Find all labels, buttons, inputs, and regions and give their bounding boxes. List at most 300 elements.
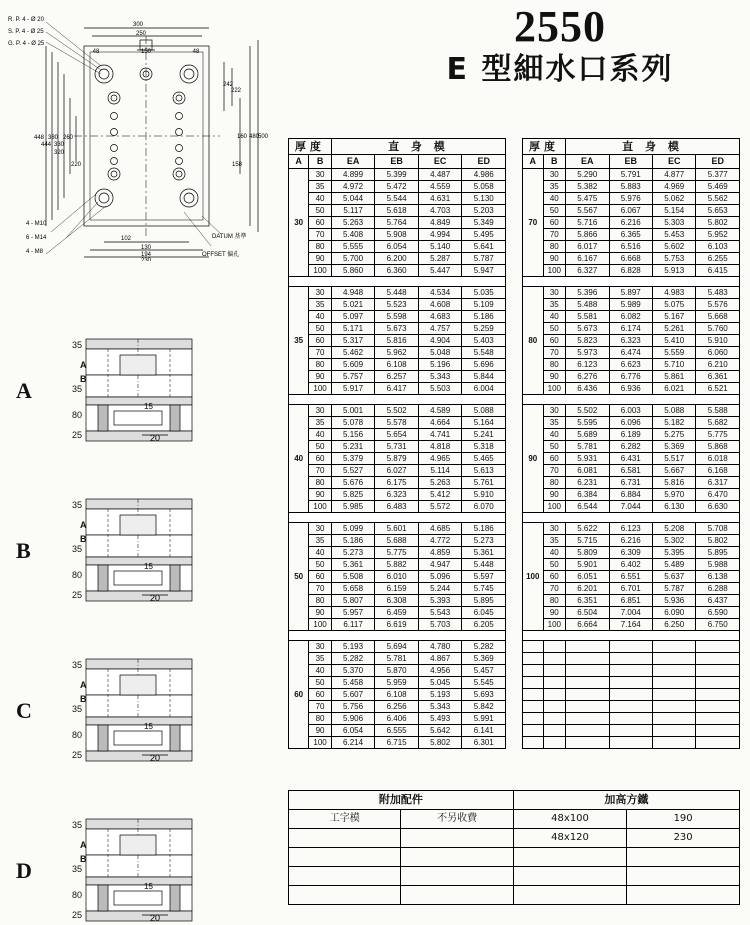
- cell-b: 50: [309, 323, 331, 335]
- svg-text:48: 48: [192, 49, 200, 55]
- table-row: [523, 169, 740, 181]
- table-row: [523, 205, 740, 217]
- cell-ea: 6.231: [566, 477, 609, 489]
- cell-eb: 5.883: [609, 181, 652, 193]
- cell-ea: 6.436: [566, 383, 609, 395]
- cell-ec: 6.090: [653, 607, 696, 619]
- cell-b: 100: [543, 383, 565, 395]
- model-number: 2550: [514, 2, 606, 51]
- cell-ec: 5.787: [653, 583, 696, 595]
- table-row: [523, 323, 740, 335]
- table-row: [289, 299, 506, 311]
- cell-ed: 5.641: [462, 241, 506, 253]
- cell-ec: 5.182: [653, 417, 696, 429]
- cell-ea: 5.825: [331, 489, 375, 501]
- table-row: [289, 465, 506, 477]
- cell-eb: 6.067: [609, 205, 652, 217]
- cell-ea: 6.664: [566, 619, 609, 631]
- dim-c-6: 25: [71, 750, 82, 760]
- dim-c-5: 80: [71, 730, 82, 740]
- cell-ec: 5.913: [653, 265, 696, 277]
- header-thickness: 厚度: [523, 139, 566, 155]
- cell-eb: 6.619: [375, 619, 419, 631]
- cell-ec: 5.088: [653, 405, 696, 417]
- cell-ed: 5.088: [462, 405, 506, 417]
- header-col-ea: EA: [331, 155, 375, 169]
- cell-b: 35: [543, 181, 565, 193]
- svg-text:250: 250: [135, 31, 147, 37]
- cell-ec: 5.045: [418, 677, 462, 689]
- cell-ea: 5.901: [566, 559, 609, 571]
- cell-b: 70: [543, 347, 565, 359]
- cell-b: 90: [309, 371, 331, 383]
- cell-ec: 5.447: [418, 265, 462, 277]
- cell-ed: 6.470: [696, 489, 740, 501]
- cell-b: 50: [309, 441, 331, 453]
- group-a-value: 90: [523, 405, 544, 513]
- cell-ed: 5.469: [696, 181, 740, 193]
- cell-ec: 5.369: [653, 441, 696, 453]
- svg-text:220: 220: [70, 162, 82, 168]
- group-separator: [289, 395, 506, 405]
- cell-ed: 5.545: [462, 677, 506, 689]
- accessory-cell-size: [513, 848, 626, 867]
- cell-ed: 5.597: [462, 571, 506, 583]
- cell-ed: 4.986: [462, 169, 506, 181]
- cell-ea: 5.117: [331, 205, 375, 217]
- header-col-ec: EC: [653, 155, 696, 169]
- table-row: [523, 477, 740, 489]
- cell-ed: 6.750: [696, 619, 740, 631]
- header-col-b: B: [309, 155, 331, 169]
- cell-ed: 5.696: [462, 359, 506, 371]
- cell-b: 40: [309, 665, 331, 677]
- cell-ea: 5.097: [331, 311, 375, 323]
- cell-ed: 5.787: [462, 253, 506, 265]
- dim-d-1: 35: [71, 820, 82, 830]
- table-head-row-2: [289, 155, 506, 169]
- cell-b: 40: [309, 193, 331, 205]
- cell-ec: 5.642: [418, 725, 462, 737]
- cell-b: 40: [309, 429, 331, 441]
- cell-b: 50: [543, 559, 565, 571]
- cell-ec: 5.453: [653, 229, 696, 241]
- cell-ed: 5.910: [462, 489, 506, 501]
- cell-b: 60: [309, 217, 331, 229]
- cell-eb: 7.004: [609, 607, 652, 619]
- cell-ed: 5.457: [462, 665, 506, 677]
- group-a-value: 35: [289, 287, 309, 395]
- table-row: [523, 441, 740, 453]
- table-row: [523, 571, 740, 583]
- cell-ec: 4.994: [418, 229, 462, 241]
- elevation-label-a: A: [16, 378, 32, 403]
- cell-b: 50: [543, 323, 565, 335]
- cell-ed: 5.988: [696, 559, 740, 571]
- cell-ed: 5.668: [696, 311, 740, 323]
- cell-b: 30: [309, 523, 331, 535]
- series-name: E 型細水口系列: [446, 52, 674, 87]
- cell-ec: 5.559: [653, 347, 696, 359]
- cell-ea: 6.214: [331, 737, 375, 749]
- svg-text:330: 330: [53, 142, 65, 148]
- cell-ec: 5.753: [653, 253, 696, 265]
- cell-eb: 6.668: [609, 253, 652, 265]
- cell-ea: 5.156: [331, 429, 375, 441]
- cell-eb: 5.816: [375, 335, 419, 347]
- dim-a-6: 25: [71, 430, 82, 440]
- accessory-cell-size: 48x100: [513, 810, 626, 829]
- cell-eb: 6.516: [609, 241, 652, 253]
- cell-eb: 5.976: [609, 193, 652, 205]
- table-head-row-2: [523, 155, 740, 169]
- cell-ec: 5.410: [653, 335, 696, 347]
- cell-eb: 6.256: [375, 701, 419, 713]
- table-row: [289, 701, 506, 713]
- cell-ea: 5.396: [566, 287, 609, 299]
- cell-ea: 5.673: [566, 323, 609, 335]
- cell-b: 60: [543, 453, 565, 465]
- cell-eb: 5.897: [609, 287, 652, 299]
- cell-eb: 6.936: [609, 383, 652, 395]
- svg-text:158: 158: [231, 162, 243, 168]
- svg-text:242: 242: [222, 82, 234, 88]
- table-row: [523, 311, 740, 323]
- cell-ec: 5.096: [418, 571, 462, 583]
- svg-text:15: 15: [144, 882, 153, 891]
- cell-ec: 5.703: [418, 619, 462, 631]
- cell-ec: 4.877: [653, 169, 696, 181]
- svg-text:130: 130: [140, 245, 152, 251]
- accessory-cell-name: 工字模: [289, 810, 401, 829]
- cell-ed: 5.802: [696, 217, 740, 229]
- table-row: [289, 253, 506, 265]
- cell-ec: 5.275: [653, 429, 696, 441]
- cell-ea: 6.167: [566, 253, 609, 265]
- cell-ec: 4.772: [418, 535, 462, 547]
- cell-b: 35: [309, 299, 331, 311]
- cell-ea: 5.502: [566, 405, 609, 417]
- header-col-eb: EB: [375, 155, 419, 169]
- cell-ea: 5.931: [566, 453, 609, 465]
- cell-eb: 6.309: [609, 547, 652, 559]
- cell-ec: 5.167: [653, 311, 696, 323]
- accessory-cell-size: [513, 886, 626, 905]
- cell-ea: 5.917: [331, 383, 375, 395]
- cell-ec: 4.683: [418, 311, 462, 323]
- dim-c-4: 35: [71, 704, 82, 714]
- accessory-row: [289, 829, 740, 848]
- cell-eb: 6.257: [375, 371, 419, 383]
- cell-b: 90: [309, 607, 331, 619]
- header-col-ec: EC: [418, 155, 462, 169]
- cell-ea: 5.866: [566, 229, 609, 241]
- cell-eb: 6.123: [609, 523, 652, 535]
- cell-ec: 5.503: [418, 383, 462, 395]
- table-row: [523, 229, 740, 241]
- cell-b: 80: [309, 241, 331, 253]
- cell-eb: 5.544: [375, 193, 419, 205]
- cell-ea: 6.504: [566, 607, 609, 619]
- cell-b: 90: [543, 489, 565, 501]
- cell-ec: 4.818: [418, 441, 462, 453]
- cell-eb: 5.688: [375, 535, 419, 547]
- cell-ed: 6.060: [696, 347, 740, 359]
- table-row: [523, 619, 740, 631]
- table-row: [289, 169, 506, 181]
- group-a-value: 40: [289, 405, 309, 513]
- table-row: [523, 453, 740, 465]
- cell-ea: 5.985: [331, 501, 375, 513]
- cell-ed: 5.760: [696, 323, 740, 335]
- table-row: [523, 265, 740, 277]
- cell-b: 35: [543, 417, 565, 429]
- cell-ed: 6.205: [462, 619, 506, 631]
- cell-b: 30: [309, 641, 331, 653]
- cell-ea: 5.475: [566, 193, 609, 205]
- svg-text:G. P. 4 - Ø 25: G. P. 4 - Ø 25: [8, 41, 45, 47]
- cell-b: 80: [543, 477, 565, 489]
- cell-ed: 5.588: [696, 405, 740, 417]
- cell-ea: 5.757: [331, 371, 375, 383]
- accessory-row: [289, 810, 740, 829]
- cell-b: 50: [543, 441, 565, 453]
- svg-text:160: 160: [236, 134, 248, 140]
- cell-ea: 5.716: [566, 217, 609, 229]
- cell-eb: 5.598: [375, 311, 419, 323]
- group-separator: [523, 513, 740, 523]
- accessory-header-left: 附加配件: [289, 791, 514, 810]
- cell-ec: 4.947: [418, 559, 462, 571]
- table-row: [289, 181, 506, 193]
- cell-ec: 5.667: [653, 465, 696, 477]
- accessory-cell-name: [289, 867, 401, 886]
- dim-b-5: 80: [71, 570, 82, 580]
- cell-b: 90: [543, 371, 565, 383]
- cell-ed: 5.802: [696, 535, 740, 547]
- table-row: [289, 371, 506, 383]
- cell-ea: 5.317: [331, 335, 375, 347]
- cell-ec: 4.757: [418, 323, 462, 335]
- cell-eb: 6.054: [375, 241, 419, 253]
- cell-ec: 5.517: [653, 453, 696, 465]
- table-row: [523, 523, 740, 535]
- cell-b: 100: [543, 619, 565, 631]
- group-a-value: 50: [289, 523, 309, 631]
- table-row: [523, 465, 740, 477]
- empty-row: [523, 653, 740, 665]
- table-row: [289, 535, 506, 547]
- cell-ed: 6.103: [696, 241, 740, 253]
- cell-ed: 5.844: [462, 371, 506, 383]
- cell-ec: 5.412: [418, 489, 462, 501]
- table-row: [523, 299, 740, 311]
- cell-b: 70: [543, 465, 565, 477]
- table-row: [289, 665, 506, 677]
- cell-ec: 5.261: [653, 323, 696, 335]
- table-row: [289, 241, 506, 253]
- table-row: [523, 383, 740, 395]
- cell-ea: 5.488: [566, 299, 609, 311]
- accessory-cell-note: 不另收費: [401, 810, 513, 829]
- cell-ec: 4.631: [418, 193, 462, 205]
- empty-row: [523, 641, 740, 653]
- cell-eb: 6.417: [375, 383, 419, 395]
- table-row: [289, 323, 506, 335]
- cell-ed: 5.186: [462, 311, 506, 323]
- cell-b: 100: [309, 383, 331, 395]
- empty-row: [523, 713, 740, 725]
- accessory-cell-price: 190: [627, 810, 740, 829]
- cell-ec: 5.048: [418, 347, 462, 359]
- cell-eb: 6.551: [609, 571, 652, 583]
- cell-eb: 5.908: [375, 229, 419, 241]
- cell-eb: 6.483: [375, 501, 419, 513]
- cell-eb: 7.164: [609, 619, 652, 631]
- cell-ed: 6.138: [696, 571, 740, 583]
- table-row: [289, 641, 506, 653]
- cell-ea: 5.609: [331, 359, 375, 371]
- cell-ea: 5.458: [331, 677, 375, 689]
- cell-ec: 5.493: [418, 713, 462, 725]
- cell-ec: 5.193: [418, 689, 462, 701]
- cell-eb: 6.776: [609, 371, 652, 383]
- dim-b-1: 35: [71, 500, 82, 510]
- table-row: [523, 583, 740, 595]
- cell-ed: 5.282: [462, 641, 506, 653]
- header-straight-mold: 直 身 模: [566, 139, 740, 155]
- cell-b: 35: [543, 299, 565, 311]
- cell-ec: 5.816: [653, 477, 696, 489]
- svg-text:15: 15: [144, 562, 153, 571]
- cell-ec: 5.244: [418, 583, 462, 595]
- cell-ea: 5.171: [331, 323, 375, 335]
- group-a-value: 30: [289, 169, 309, 277]
- cell-ec: 5.140: [418, 241, 462, 253]
- cell-eb: 6.096: [609, 417, 652, 429]
- elev-b-mark-B: B: [80, 534, 87, 544]
- accessory-row: [289, 886, 740, 905]
- cell-ec: 4.969: [653, 181, 696, 193]
- cell-ea: 5.658: [331, 583, 375, 595]
- svg-text:20: 20: [150, 433, 161, 443]
- cell-ed: 6.361: [696, 371, 740, 383]
- cell-ed: 5.259: [462, 323, 506, 335]
- cell-ea: 5.555: [331, 241, 375, 253]
- svg-text:15: 15: [144, 402, 153, 411]
- cell-ec: 4.904: [418, 335, 462, 347]
- cell-ea: 5.527: [331, 465, 375, 477]
- cell-ec: 5.970: [653, 489, 696, 501]
- accessory-head-row: [289, 791, 740, 810]
- cell-b: 50: [543, 205, 565, 217]
- table-row: [289, 265, 506, 277]
- cell-b: 80: [309, 359, 331, 371]
- cell-eb: 6.216: [609, 535, 652, 547]
- elevation-label-b: B: [16, 538, 31, 563]
- accessory-table: [288, 790, 740, 905]
- table-row: [289, 583, 506, 595]
- cell-ea: 6.117: [331, 619, 375, 631]
- cell-ec: 4.849: [418, 217, 462, 229]
- header-col-a: A: [289, 155, 309, 169]
- group-a-value: 60: [289, 641, 309, 749]
- table-row: [289, 229, 506, 241]
- cell-eb: 5.618: [375, 205, 419, 217]
- cell-eb: 6.623: [609, 359, 652, 371]
- cell-ec: 5.154: [653, 205, 696, 217]
- mold-plan-drawing: [6, 6, 286, 261]
- cell-b: 100: [309, 737, 331, 749]
- table-row: [289, 571, 506, 583]
- cell-eb: 6.581: [609, 465, 652, 477]
- cell-eb: 5.791: [609, 169, 652, 181]
- cell-ea: 5.809: [566, 547, 609, 559]
- cell-ed: 5.318: [462, 441, 506, 453]
- cell-ea: 5.689: [566, 429, 609, 441]
- cell-b: 50: [309, 559, 331, 571]
- table-row: [289, 205, 506, 217]
- cell-ea: 5.462: [331, 347, 375, 359]
- table-row: [523, 489, 740, 501]
- cell-b: 80: [309, 477, 331, 489]
- table-row: [523, 405, 740, 417]
- elev-a-mark-B: B: [80, 374, 87, 384]
- group-separator: [289, 277, 506, 287]
- cell-eb: 6.701: [609, 583, 652, 595]
- cell-ec: 4.534: [418, 287, 462, 299]
- accessory-cell-note: [401, 886, 513, 905]
- cell-eb: 6.308: [375, 595, 419, 607]
- cell-ec: 4.741: [418, 429, 462, 441]
- cell-b: 80: [309, 595, 331, 607]
- elev-d-mark-B: B: [80, 854, 87, 864]
- header-thickness: 厚度: [289, 139, 332, 155]
- dim-c-1: 35: [71, 660, 82, 670]
- cell-ec: 5.489: [653, 559, 696, 571]
- elevation-a: [58, 335, 218, 443]
- table-row: [523, 335, 740, 347]
- svg-text:S. P. 4 - Ø 25: S. P. 4 - Ø 25: [8, 29, 44, 35]
- cell-ed: 6.210: [696, 359, 740, 371]
- table-row: [523, 253, 740, 265]
- table-row: [523, 217, 740, 229]
- group-a-value: 100: [523, 523, 544, 631]
- cell-b: 90: [543, 607, 565, 619]
- cell-ea: 5.370: [331, 665, 375, 677]
- cell-ea: 4.899: [331, 169, 375, 181]
- table-row: [523, 241, 740, 253]
- empty-row: [523, 725, 740, 737]
- table-row: [289, 441, 506, 453]
- cell-eb: 6.360: [375, 265, 419, 277]
- header-col-ed: ED: [462, 155, 506, 169]
- svg-text:480: 480: [248, 134, 260, 140]
- cell-ed: 6.070: [462, 501, 506, 513]
- cell-ec: 5.062: [653, 193, 696, 205]
- cell-eb: 5.673: [375, 323, 419, 335]
- cell-ed: 5.448: [462, 559, 506, 571]
- table-row: [289, 193, 506, 205]
- accessory-cell-size: 48x120: [513, 829, 626, 848]
- cell-ea: 5.021: [331, 299, 375, 311]
- cell-b: 100: [543, 265, 565, 277]
- elevation-b: [58, 495, 218, 603]
- table-row: [289, 737, 506, 749]
- cell-eb: 5.882: [375, 559, 419, 571]
- cell-ed: 5.164: [462, 417, 506, 429]
- cell-ea: 5.781: [566, 441, 609, 453]
